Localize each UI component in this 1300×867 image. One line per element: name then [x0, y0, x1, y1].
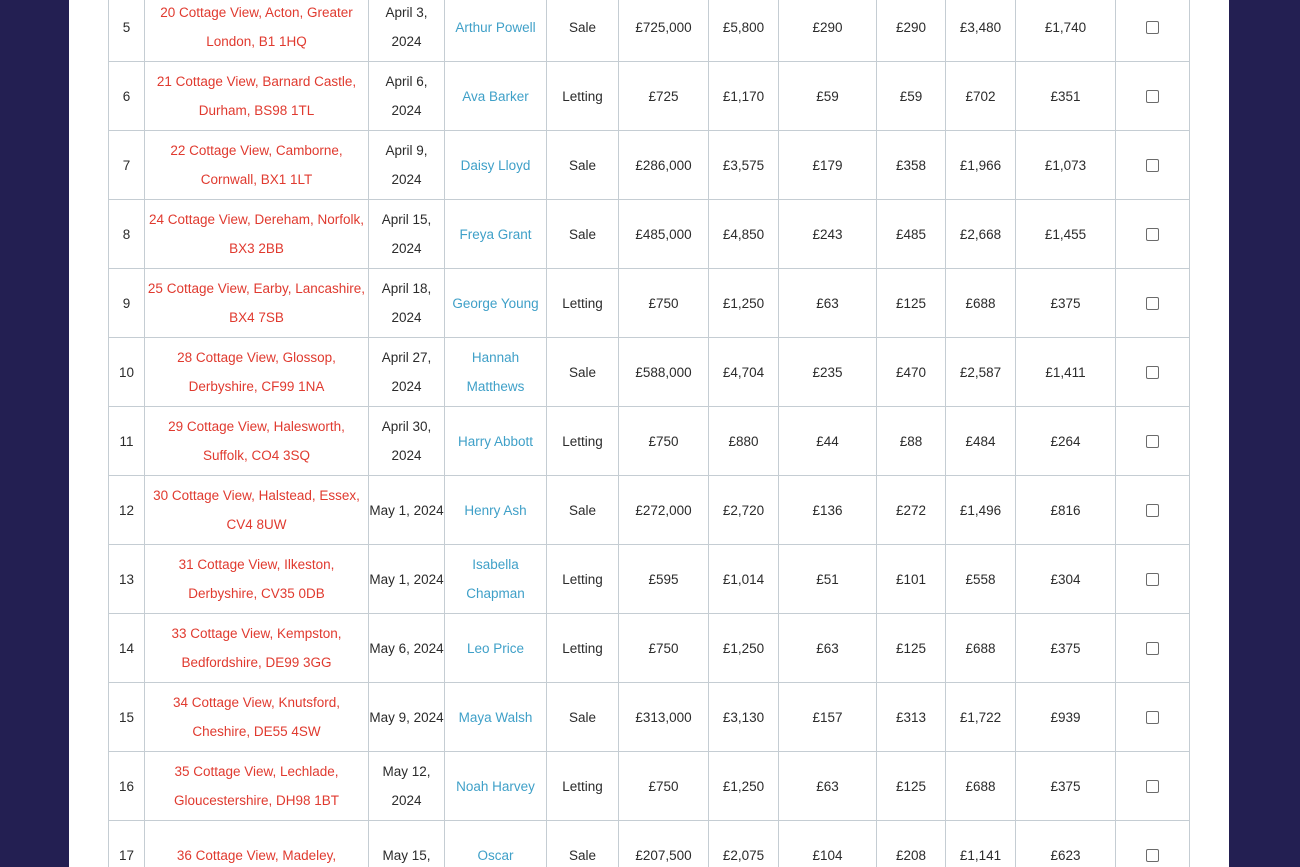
- fee-cell: £3,130: [709, 683, 779, 752]
- row-checkbox[interactable]: [1146, 780, 1159, 793]
- price-cell: £207,500: [619, 821, 709, 867]
- date-cell: April 6, 2024: [369, 62, 445, 131]
- amount-cell: £63: [779, 752, 877, 821]
- agent-link[interactable]: Ava Barker: [445, 62, 547, 131]
- amount-cell: £264: [1016, 407, 1116, 476]
- amount-cell: £136: [779, 476, 877, 545]
- amount-cell: £88: [877, 407, 946, 476]
- price-cell: £725: [619, 62, 709, 131]
- date-cell: May 15,: [369, 821, 445, 867]
- type-cell: Letting: [547, 407, 619, 476]
- amount-cell: £125: [877, 269, 946, 338]
- agent-link[interactable]: Harry Abbott: [445, 407, 547, 476]
- property-address[interactable]: 24 Cottage View, Dereham, Norfolk, BX3 2BB: [145, 200, 369, 269]
- price-cell: £286,000: [619, 131, 709, 200]
- property-address[interactable]: 21 Cottage View, Barnard Castle, Durham, BS98 1TL: [145, 62, 369, 131]
- table-row: [109, 545, 1190, 614]
- price-cell: £313,000: [619, 683, 709, 752]
- row-checkbox[interactable]: [1146, 228, 1159, 241]
- row-checkbox[interactable]: [1146, 435, 1159, 448]
- amount-cell: £375: [1016, 614, 1116, 683]
- date-cell: May 1, 2024: [369, 545, 445, 614]
- amount-cell: £1,966: [946, 131, 1016, 200]
- type-cell: Sale: [547, 683, 619, 752]
- row-number: 11: [109, 407, 145, 476]
- date-cell: May 12, 2024: [369, 752, 445, 821]
- row-checkbox[interactable]: [1146, 159, 1159, 172]
- row-checkbox[interactable]: [1146, 90, 1159, 103]
- property-address[interactable]: 35 Cottage View, Lechlade, Gloucestershire, DH98 1BT: [145, 752, 369, 821]
- row-number: 10: [109, 338, 145, 407]
- amount-cell: £485: [877, 200, 946, 269]
- date-cell: April 27, 2024: [369, 338, 445, 407]
- agent-link[interactable]: Hannah Matthews: [445, 338, 547, 407]
- row-number: 6: [109, 62, 145, 131]
- amount-cell: £44: [779, 407, 877, 476]
- select-cell: [1116, 545, 1190, 614]
- amount-cell: £51: [779, 545, 877, 614]
- price-cell: £725,000: [619, 0, 709, 62]
- amount-cell: £313: [877, 683, 946, 752]
- type-cell: Letting: [547, 614, 619, 683]
- date-cell: April 15, 2024: [369, 200, 445, 269]
- fee-cell: £2,720: [709, 476, 779, 545]
- property-address[interactable]: 20 Cottage View, Acton, Greater London, B1 1HQ: [145, 0, 369, 62]
- date-cell: May 9, 2024: [369, 683, 445, 752]
- select-cell: [1116, 200, 1190, 269]
- amount-cell: £59: [877, 62, 946, 131]
- amount-cell: £125: [877, 614, 946, 683]
- amount-cell: £101: [877, 545, 946, 614]
- fee-cell: £1,014: [709, 545, 779, 614]
- amount-cell: £375: [1016, 269, 1116, 338]
- row-number: 7: [109, 131, 145, 200]
- select-cell: [1116, 821, 1190, 867]
- fee-cell: £1,250: [709, 752, 779, 821]
- row-number: 9: [109, 269, 145, 338]
- table-row: [109, 269, 1190, 338]
- select-cell: [1116, 407, 1190, 476]
- select-cell: [1116, 0, 1190, 62]
- amount-cell: £702: [946, 62, 1016, 131]
- fee-cell: £3,575: [709, 131, 779, 200]
- table-row: [109, 338, 1190, 407]
- select-cell: [1116, 131, 1190, 200]
- date-cell: April 9, 2024: [369, 131, 445, 200]
- amount-cell: £623: [1016, 821, 1116, 867]
- agent-link[interactable]: Henry Ash: [445, 476, 547, 545]
- property-address[interactable]: 36 Cottage View, Madeley,: [145, 821, 369, 867]
- property-address[interactable]: 29 Cottage View, Halesworth, Suffolk, CO4 3SQ: [145, 407, 369, 476]
- price-cell: £595: [619, 545, 709, 614]
- date-cell: May 6, 2024: [369, 614, 445, 683]
- sales-table: [108, 0, 1190, 867]
- amount-cell: £1,496: [946, 476, 1016, 545]
- amount-cell: £290: [779, 0, 877, 62]
- table-row: [109, 407, 1190, 476]
- amount-cell: £1,141: [946, 821, 1016, 867]
- property-address[interactable]: 28 Cottage View, Glossop, Derbyshire, CF99 1NA: [145, 338, 369, 407]
- amount-cell: £2,668: [946, 200, 1016, 269]
- select-cell: [1116, 683, 1190, 752]
- date-cell: April 3, 2024: [369, 0, 445, 62]
- amount-cell: £125: [877, 752, 946, 821]
- amount-cell: £63: [779, 269, 877, 338]
- select-cell: [1116, 62, 1190, 131]
- price-cell: £750: [619, 269, 709, 338]
- table-row: [109, 752, 1190, 821]
- select-cell: [1116, 752, 1190, 821]
- amount-cell: £157: [779, 683, 877, 752]
- amount-cell: £558: [946, 545, 1016, 614]
- select-cell: [1116, 338, 1190, 407]
- amount-cell: £816: [1016, 476, 1116, 545]
- table-row: [109, 614, 1190, 683]
- row-checkbox[interactable]: [1146, 849, 1159, 862]
- row-checkbox[interactable]: [1146, 366, 1159, 379]
- select-cell: [1116, 614, 1190, 683]
- amount-cell: £179: [779, 131, 877, 200]
- row-number: 15: [109, 683, 145, 752]
- agent-link[interactable]: Oscar: [445, 821, 547, 867]
- amount-cell: £688: [946, 614, 1016, 683]
- type-cell: Sale: [547, 0, 619, 62]
- select-cell: [1116, 476, 1190, 545]
- type-cell: Sale: [547, 476, 619, 545]
- property-address[interactable]: 31 Cottage View, Ilkeston, Derbyshire, CV35 0DB: [145, 545, 369, 614]
- type-cell: Letting: [547, 62, 619, 131]
- date-cell: April 30, 2024: [369, 407, 445, 476]
- property-address[interactable]: 34 Cottage View, Knutsford, Cheshire, DE55 4SW: [145, 683, 369, 752]
- fee-cell: £1,170: [709, 62, 779, 131]
- fee-cell: £1,250: [709, 269, 779, 338]
- amount-cell: £688: [946, 752, 1016, 821]
- fee-cell: £4,704: [709, 338, 779, 407]
- property-address[interactable]: 30 Cottage View, Halstead, Essex, CV4 8UW: [145, 476, 369, 545]
- row-checkbox[interactable]: [1146, 642, 1159, 655]
- row-checkbox[interactable]: [1146, 711, 1159, 724]
- date-cell: April 18, 2024: [369, 269, 445, 338]
- property-address[interactable]: 33 Cottage View, Kempston, Bedfordshire, DE99 3GG: [145, 614, 369, 683]
- price-cell: £750: [619, 407, 709, 476]
- row-checkbox[interactable]: [1146, 297, 1159, 310]
- amount-cell: £1,455: [1016, 200, 1116, 269]
- agent-link[interactable]: Noah Harvey: [445, 752, 547, 821]
- table-row: [109, 476, 1190, 545]
- row-checkbox[interactable]: [1146, 21, 1159, 34]
- price-cell: £750: [619, 614, 709, 683]
- type-cell: Letting: [547, 545, 619, 614]
- agent-link[interactable]: George Young: [445, 269, 547, 338]
- type-cell: Sale: [547, 131, 619, 200]
- table-panel: [69, 0, 1229, 867]
- agent-link[interactable]: Arthur Powell: [445, 0, 547, 62]
- type-cell: Letting: [547, 269, 619, 338]
- amount-cell: £688: [946, 269, 1016, 338]
- agent-link[interactable]: Isabella Chapman: [445, 545, 547, 614]
- amount-cell: £304: [1016, 545, 1116, 614]
- amount-cell: £375: [1016, 752, 1116, 821]
- fee-cell: £4,850: [709, 200, 779, 269]
- type-cell: Sale: [547, 338, 619, 407]
- row-number: 12: [109, 476, 145, 545]
- fee-cell: £5,800: [709, 0, 779, 62]
- date-cell: May 1, 2024: [369, 476, 445, 545]
- price-cell: £750: [619, 752, 709, 821]
- agent-link[interactable]: Freya Grant: [445, 200, 547, 269]
- table-row: [109, 200, 1190, 269]
- fee-cell: £880: [709, 407, 779, 476]
- price-cell: £485,000: [619, 200, 709, 269]
- row-number: 17: [109, 821, 145, 867]
- row-number: 8: [109, 200, 145, 269]
- type-cell: Sale: [547, 821, 619, 867]
- amount-cell: £484: [946, 407, 1016, 476]
- table-row: [109, 683, 1190, 752]
- select-cell: [1116, 269, 1190, 338]
- property-address[interactable]: 22 Cottage View, Camborne, Cornwall, BX1 1LT: [145, 131, 369, 200]
- agent-link[interactable]: Maya Walsh: [445, 683, 547, 752]
- amount-cell: £351: [1016, 62, 1116, 131]
- table-row: [109, 131, 1190, 200]
- agent-link[interactable]: Daisy Lloyd: [445, 131, 547, 200]
- amount-cell: £272: [877, 476, 946, 545]
- amount-cell: £59: [779, 62, 877, 131]
- table-row: [109, 62, 1190, 131]
- property-address[interactable]: 25 Cottage View, Earby, Lancashire, BX4 7SB: [145, 269, 369, 338]
- type-cell: Sale: [547, 200, 619, 269]
- amount-cell: £3,480: [946, 0, 1016, 62]
- table-row: [109, 821, 1190, 867]
- amount-cell: £470: [877, 338, 946, 407]
- amount-cell: £1,740: [1016, 0, 1116, 62]
- price-cell: £272,000: [619, 476, 709, 545]
- amount-cell: £1,722: [946, 683, 1016, 752]
- amount-cell: £1,411: [1016, 338, 1116, 407]
- amount-cell: £939: [1016, 683, 1116, 752]
- amount-cell: £1,073: [1016, 131, 1116, 200]
- row-number: 5: [109, 0, 145, 62]
- row-number: 13: [109, 545, 145, 614]
- amount-cell: £63: [779, 614, 877, 683]
- fee-cell: £1,250: [709, 614, 779, 683]
- amount-cell: £208: [877, 821, 946, 867]
- fee-cell: £2,075: [709, 821, 779, 867]
- price-cell: £588,000: [619, 338, 709, 407]
- row-number: 16: [109, 752, 145, 821]
- row-checkbox[interactable]: [1146, 573, 1159, 586]
- amount-cell: £290: [877, 0, 946, 62]
- amount-cell: £243: [779, 200, 877, 269]
- row-number: 14: [109, 614, 145, 683]
- type-cell: Letting: [547, 752, 619, 821]
- table-row: [109, 0, 1190, 62]
- row-checkbox[interactable]: [1146, 504, 1159, 517]
- agent-link[interactable]: Leo Price: [445, 614, 547, 683]
- amount-cell: £235: [779, 338, 877, 407]
- amount-cell: £2,587: [946, 338, 1016, 407]
- amount-cell: £358: [877, 131, 946, 200]
- amount-cell: £104: [779, 821, 877, 867]
